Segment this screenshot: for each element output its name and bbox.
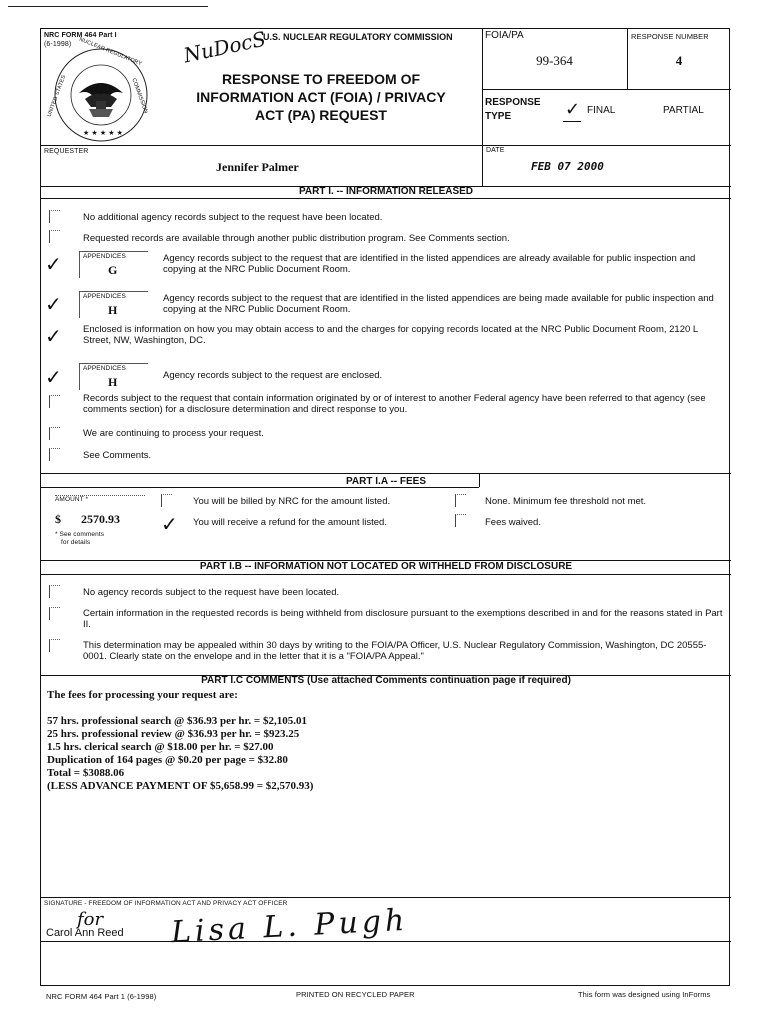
seal-text-top: NUCLEAR REGULATORY [78,36,143,68]
appendix-value-h1: H [108,303,118,317]
amount-currency: $ [55,512,61,526]
form-title-line2: INFORMATION ACT (FOIA) / PRIVACY [196,89,446,105]
amount-note-2: for details [61,539,91,546]
part1b-checkbox-1[interactable] [49,607,60,620]
comments-block [47,689,707,793]
waived-checkbox[interactable] [455,514,466,527]
date-label: DATE [486,147,505,154]
appendix-label-g: APPENDICES [83,253,126,260]
waived-text: Fees waived. [485,517,541,528]
comment-line: Total = $3088.06 [47,767,125,779]
form-number: NRC FORM 464 Part I [44,32,117,39]
appendix-value-h2: H [108,375,118,389]
response-number-label: RESPONSE NUMBER [631,32,709,41]
appendix-label-h1: APPENDICES [83,293,126,300]
handwritten-note: NuDocS [181,26,268,68]
part1-checkbox-7[interactable] [49,427,60,440]
footer-informs: This form was designed using InForms [578,990,711,999]
signer-name: Carol Ann Reed [46,927,124,939]
partial-label: PARTIAL [663,105,704,116]
amount-label: AMOUNT * [55,496,89,503]
requester-label: REQUESTER [44,148,89,155]
nrc-seal [46,36,153,147]
part1-check-5[interactable]: ✓ [45,365,62,389]
requester-name: Jennifer Palmer [216,160,299,174]
refund-text: You will receive a refund for the amount listed. [193,517,387,528]
amount-note-1: * See comments [55,531,105,538]
appendix-value-g: G [108,263,118,277]
none-checkbox[interactable] [455,494,466,507]
form-title-line3: ACT (PA) REQUEST [255,107,387,123]
billed-text: You will be billed by NRC for the amount listed. [193,496,391,507]
footer-form-number: NRC FORM 464 Part 1 (6-1998) [46,992,157,1001]
comment-line [47,702,707,715]
part1-check-4[interactable]: ✓ [45,324,62,348]
seal-text-right: COMMISSION [130,77,149,115]
agency-name: U.S. NUCLEAR REGULATORY COMMISSION [263,32,453,42]
part1a-title: PART I.A -- FEES [346,476,426,487]
seal-text-left: UNITED STATES [46,74,68,118]
amount-field-line [55,495,145,496]
part1c-title: PART I.C COMMENTS (Use attached Comments continuation page if required) [201,675,571,686]
part1b-item-1: Certain information in the requested records is being withheld from disclosure pursuant to the exemptions described in and for the reasons stated in Part II. [83,608,723,630]
part1-item-3: Agency records subject to the request that are identified in the listed appendices are being made available for public inspection and copying at the NRC Public Document Room. [163,293,714,315]
part1-checkbox-0[interactable] [49,210,60,223]
footer-recycled: PRINTED ON RECYCLED PAPER [296,990,415,999]
final-checkbox-line [563,121,581,122]
comment-line: The fees for processing your request are: [47,689,238,701]
part1-checkbox-8[interactable] [49,448,60,461]
signature-label: SIGNATURE - FREEDOM OF INFORMATION ACT AND PRIVACY ACT OFFICER [44,900,288,907]
part1b-item-0: No agency records subject to the request have been located. [83,587,340,598]
part1-check-3[interactable]: ✓ [45,292,62,316]
part1-item-8: See Comments. [83,450,152,461]
none-text: None. Minimum fee threshold not met. [485,496,647,507]
scan-mark [8,6,208,7]
part1-item-6: Records subject to the request that contain information originated by or of interest to another Federal agency have been referred to that agency (see comments section) for a disclosure determination and direct response to you. [83,393,706,415]
part1b-item-2: This determination may be appealed within 30 days by writing to the FOIA/PA Officer, U.S. Nuclear Regulatory Commission, Washington, DC 20555-0001. Clearly state on the envelope and in the letter that it is a "FOIA/PA Appeal." [83,640,707,662]
response-type-label-1: RESPONSE [485,97,541,108]
amount-value: 2570.93 [81,512,120,526]
foia-label: FOIA/PA [485,30,524,41]
comment-line: (LESS ADVANCE PAYMENT OF $5,658.99 = $2,570.93) [47,780,314,792]
part1-item-0: No additional agency records subject to the request have been located. [83,212,383,223]
appendix-label-h2: APPENDICES [83,365,126,372]
date-stamp: FEB 07 2000 [531,160,604,173]
part1-item-4: Enclosed is information on how you may obtain access to and the charges for copying records located at the NRC Public Document Room, 2120 L Street, NW, Washington, DC. [83,324,698,346]
part1-item-5: Agency records subject to the request are enclosed. [163,370,383,381]
foia-response-form [40,28,730,986]
comment-line: 25 hrs. professional review @ $36.93 per hr. = $923.25 [47,728,300,740]
signature-initials: for [77,909,104,930]
part1-item-1: Requested records are available through another public distribution program. See Comments section. [83,233,510,244]
part1b-checkbox-0[interactable] [49,585,60,598]
part1b-checkbox-2[interactable] [49,639,60,652]
form-date: (6-1998) [44,41,72,48]
billed-checkbox[interactable] [161,494,172,507]
final-check-mark[interactable]: ✓ [565,99,581,120]
part1-check-2[interactable]: ✓ [45,252,62,276]
part1-item-2: Agency records subject to the request that are identified in the listed appendices are already available for public inspection and copying at the NRC Public Document Room. [163,253,696,275]
part1-checkbox-1[interactable] [49,230,60,243]
part1-title: PART I. -- INFORMATION RELEASED [298,186,474,197]
foia-number: 99-364 [536,53,573,68]
final-label: FINAL [587,105,616,116]
comment-line: 57 hrs. professional search @ $36.93 per hr. = $2,105.01 [47,715,307,727]
seal-stars: ★ ★ ★ ★ ★ [83,130,124,137]
refund-check-mark[interactable]: ✓ [161,512,178,536]
response-type-label-2: TYPE [485,111,512,122]
signature-scrawl: Lisa L. Pugh [170,902,410,951]
comment-line: 1.5 hrs. clerical search @ $18.00 per hr. = $27.00 [47,741,274,753]
part1-item-7: We are continuing to process your request. [83,428,264,439]
part1-checkbox-6[interactable] [49,395,60,408]
comment-line: Duplication of 164 pages @ $0.20 per page = $32.80 [47,754,288,766]
response-number: 4 [675,53,683,68]
part1b-title: PART I.B -- INFORMATION NOT LOCATED OR WITHHELD FROM DISCLOSURE [199,561,573,572]
form-title-line1: RESPONSE TO FREEDOM OF [221,71,421,87]
